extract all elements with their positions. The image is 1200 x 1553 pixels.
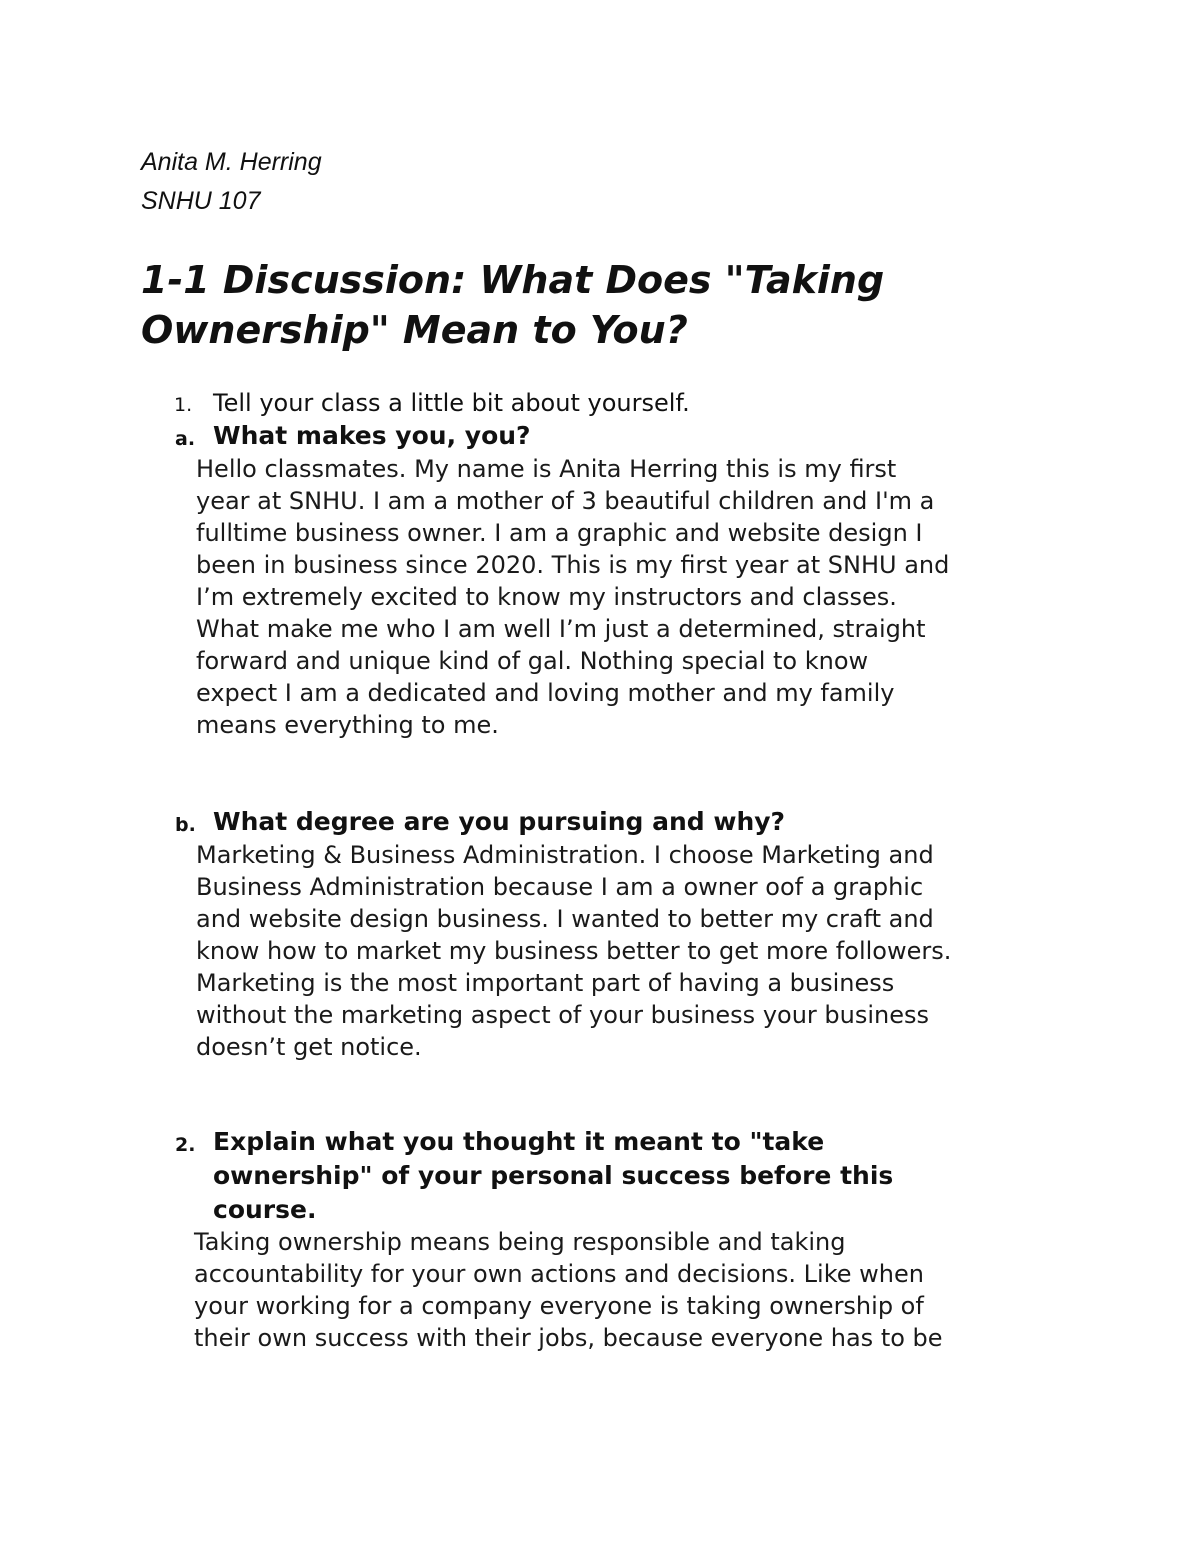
title-line: Ownership" Mean to You? [141,308,688,352]
question-line: Explain what you thought it meant to "take [213,1127,825,1156]
answer-line: Hello classmates. My name is Anita Herring this is my first [196,455,897,483]
answer-line: know how to market my business better to get more followers. [196,937,952,965]
answer-line: been in business since 2020. This is my first year at SNHU and [196,551,950,579]
list-marker: b. [175,814,196,836]
course-code: SNHU 107 [141,187,261,215]
question-line: course. [213,1195,317,1224]
title-line: 1-1 Discussion: What Does "Taking [141,258,885,302]
question-heading: What makes you, you? [213,421,531,450]
author-name: Anita M. Herring [141,148,322,176]
answer-line: Taking ownership means being responsible and taking [194,1228,846,1256]
list-marker: 2. [175,1134,196,1156]
question-heading: What degree are you pursuing and why? [213,807,786,836]
answer-line: year at SNHU. I am a mother of 3 beautiful children and I'm a [196,487,935,515]
page-title [141,255,1101,355]
list-marker: 1. [174,394,193,416]
answer-line: forward and unique kind of gal. Nothing special to know [196,647,869,675]
answer-line: doesn’t get notice. [196,1033,422,1061]
answer-line: their own success with their jobs, because everyone has to be [194,1324,943,1352]
answer-line: and website design business. I wanted to better my craft and [196,905,934,933]
question-heading [213,1125,1073,1227]
answer-paragraph [196,453,1076,741]
answer-line: accountability for your own actions and decisions. Like when [194,1260,924,1288]
answer-line: fulltime business owner. I am a graphic and website design I [196,519,923,547]
answer-paragraph [194,1226,1074,1354]
answer-line: expect I am a dedicated and loving mother and my family [196,679,895,707]
question-line: ownership" of your personal success before this [213,1161,894,1190]
answer-line: without the marketing aspect of your business your business [196,1001,930,1029]
list-marker: a. [175,428,196,450]
answer-line: I’m extremely excited to know my instructors and classes. [196,583,897,611]
prompt-text: Tell your class a little bit about yourself. [213,389,690,417]
answer-line: Marketing & Business Administration. I choose Marketing and [196,841,934,869]
answer-line: What make me who I am well I’m just a determined, straight [196,615,926,643]
answer-line: your working for a company everyone is taking ownership of [194,1292,924,1320]
answer-paragraph [196,839,1076,1063]
answer-line: means everything to me. [196,711,499,739]
answer-line: Business Administration because I am a owner oof a graphic [196,873,924,901]
answer-line: Marketing is the most important part of having a business [196,969,895,997]
